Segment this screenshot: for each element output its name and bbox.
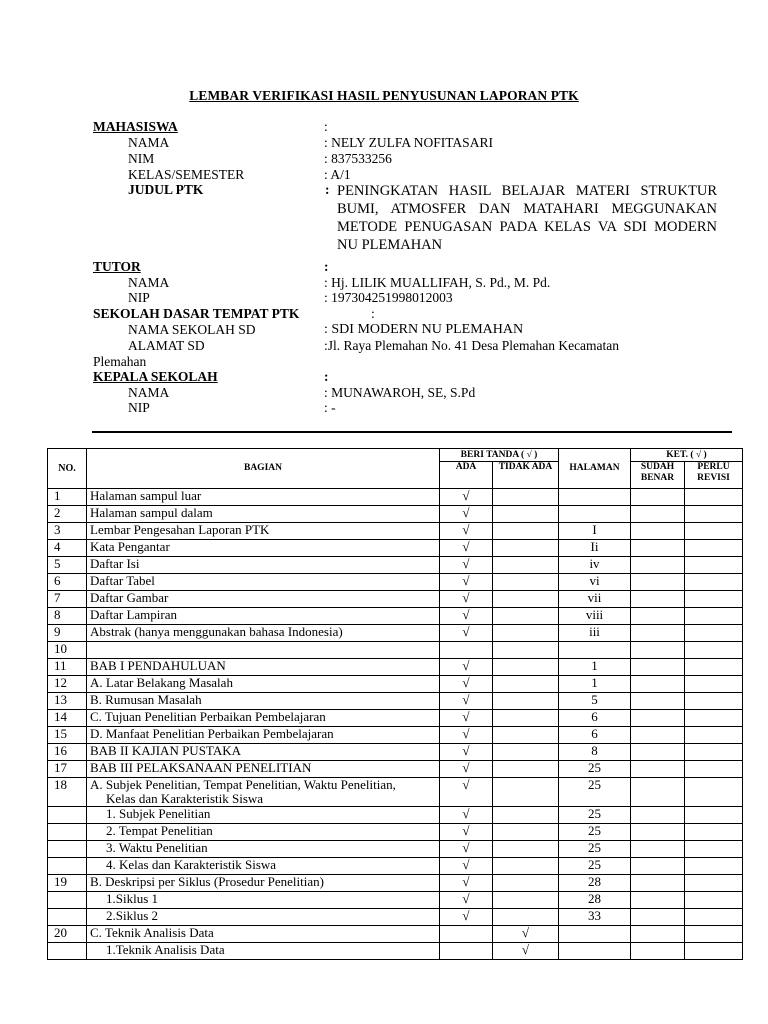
row-tidak-ada-check xyxy=(493,557,559,574)
row-sudah-benar xyxy=(631,744,685,761)
row-tidak-ada-check xyxy=(493,744,559,761)
table-row xyxy=(48,807,743,824)
row-tidak-ada-check xyxy=(493,841,559,858)
row-bagian-text: 1. Subjek Penelitian xyxy=(106,806,211,821)
header-ada: ADA xyxy=(440,462,493,489)
row-no: 5 xyxy=(48,557,87,574)
row-sudah-benar xyxy=(631,943,685,960)
row-sudah-benar xyxy=(631,710,685,727)
row-sudah-benar xyxy=(631,608,685,625)
table-row xyxy=(48,824,743,841)
row-halaman xyxy=(559,506,631,523)
row-no: 1 xyxy=(48,489,87,506)
row-no xyxy=(48,807,87,824)
row-bagian xyxy=(87,892,440,909)
row-halaman: 1 xyxy=(559,659,631,676)
row-tidak-ada-check xyxy=(493,608,559,625)
header-perlu-revisi: PERLU REVISI xyxy=(685,462,743,489)
row-sudah-benar xyxy=(631,625,685,642)
row-bagian xyxy=(87,778,440,807)
row-perlu-revisi xyxy=(685,824,743,841)
header-sudah-benar: SUDAH BENAR xyxy=(631,462,685,489)
kepala-nama-label: NAMA xyxy=(128,385,170,400)
row-ada-check: √ xyxy=(440,608,493,625)
row-bagian xyxy=(87,625,440,642)
row-bagian xyxy=(87,574,440,591)
table-row xyxy=(48,608,743,625)
row-no xyxy=(48,909,87,926)
table-row xyxy=(48,574,743,591)
row-perlu-revisi xyxy=(685,727,743,744)
row-bagian-text: BAB III PELAKSANAAN PENELITIAN xyxy=(90,760,312,775)
row-bagian-text: BAB II KAJIAN PUSTAKA xyxy=(90,743,241,758)
row-tidak-ada-check xyxy=(493,676,559,693)
row-sudah-benar xyxy=(631,574,685,591)
tutor-heading: TUTOR xyxy=(93,259,141,274)
row-halaman: iii xyxy=(559,625,631,642)
row-no: 11 xyxy=(48,659,87,676)
row-ada-check: √ xyxy=(440,489,493,506)
mahasiswa-nim-value: : 837533256 xyxy=(324,151,392,166)
row-sudah-benar xyxy=(631,557,685,574)
kepala-nama-value: : MUNAWAROH, SE, S.Pd xyxy=(324,385,476,400)
row-perlu-revisi xyxy=(685,926,743,943)
row-ada-check: √ xyxy=(440,574,493,591)
table-row xyxy=(48,642,743,659)
row-bagian xyxy=(87,523,440,540)
row-no xyxy=(48,943,87,960)
row-tidak-ada-check xyxy=(493,506,559,523)
row-no: 20 xyxy=(48,926,87,943)
row-bagian-text: Kata Pengantar xyxy=(90,539,170,554)
row-perlu-revisi xyxy=(685,506,743,523)
row-bagian-text: D. Manfaat Penelitian Perbaikan Pembelajaran xyxy=(90,726,334,741)
row-sudah-benar xyxy=(631,540,685,557)
sekolah-alamat-continuation: Plemahan xyxy=(93,354,147,369)
row-ada-check: √ xyxy=(440,693,493,710)
row-sudah-benar xyxy=(631,761,685,778)
row-bagian-text: Daftar Lampiran xyxy=(90,607,177,622)
row-halaman: 25 xyxy=(559,858,631,875)
row-bagian-text: 1.Teknik Analisis Data xyxy=(106,942,225,957)
row-tidak-ada-check xyxy=(493,710,559,727)
table-row xyxy=(48,557,743,574)
row-sudah-benar xyxy=(631,875,685,892)
mahasiswa-heading: MAHASISWA xyxy=(93,119,178,134)
mahasiswa-nim-label: NIM xyxy=(128,151,155,166)
row-tidak-ada-check xyxy=(493,625,559,642)
table-row xyxy=(48,778,743,807)
kepala-nip-label: NIP xyxy=(128,400,150,415)
row-halaman: 33 xyxy=(559,909,631,926)
sekolah-alamat-value: :Jl. Raya Plemahan No. 41 Desa Plemahan Kecamatan xyxy=(324,338,620,353)
row-halaman: 25 xyxy=(559,807,631,824)
row-bagian-text: Daftar Isi xyxy=(90,556,140,571)
row-no: 3 xyxy=(48,523,87,540)
row-halaman xyxy=(559,926,631,943)
table-row xyxy=(48,761,743,778)
row-bagian xyxy=(87,659,440,676)
row-ada-check: √ xyxy=(440,892,493,909)
row-ada-check: √ xyxy=(440,523,493,540)
kepala-colon: : xyxy=(324,369,329,384)
tutor-nama-label: NAMA xyxy=(128,275,170,290)
table-row xyxy=(48,625,743,642)
row-tidak-ada-check xyxy=(493,727,559,744)
row-ada-check: √ xyxy=(440,676,493,693)
row-perlu-revisi xyxy=(685,659,743,676)
table-row xyxy=(48,676,743,693)
row-perlu-revisi xyxy=(685,591,743,608)
row-perlu-revisi xyxy=(685,761,743,778)
row-halaman: iv xyxy=(559,557,631,574)
row-bagian xyxy=(87,926,440,943)
row-ada-check: √ xyxy=(440,540,493,557)
row-ada-check: √ xyxy=(440,858,493,875)
row-tidak-ada-check xyxy=(493,858,559,875)
row-bagian-text: Abstrak (hanya menggunakan bahasa Indonesia) xyxy=(90,624,343,639)
row-perlu-revisi xyxy=(685,807,743,824)
sekolah-alamat-label: ALAMAT SD xyxy=(128,338,205,353)
row-ada-check xyxy=(440,943,493,960)
row-no: 4 xyxy=(48,540,87,557)
row-halaman: 5 xyxy=(559,693,631,710)
header-tidak-ada: TIDAK ADA xyxy=(493,462,559,489)
row-no xyxy=(48,824,87,841)
row-ada-check: √ xyxy=(440,727,493,744)
judul-label: JUDUL PTK xyxy=(128,182,204,197)
document-title: LEMBAR VERIFIKASI HASIL PENYUSUNAN LAPORAN PTK xyxy=(189,88,579,103)
row-bagian-text: 2.Siklus 2 xyxy=(106,908,159,923)
table-row xyxy=(48,506,743,523)
row-no: 14 xyxy=(48,710,87,727)
table-row xyxy=(48,892,743,909)
table-row xyxy=(48,540,743,557)
row-sudah-benar xyxy=(631,693,685,710)
judul-colon: : xyxy=(325,182,330,197)
row-tidak-ada-check xyxy=(493,659,559,676)
row-halaman: 28 xyxy=(559,875,631,892)
row-no: 17 xyxy=(48,761,87,778)
row-ada-check xyxy=(440,926,493,943)
row-halaman: 25 xyxy=(559,778,631,807)
row-perlu-revisi xyxy=(685,778,743,807)
sekolah-nama-value: : SDI MODERN NU PLEMAHAN xyxy=(324,322,524,337)
row-halaman xyxy=(559,489,631,506)
row-halaman: 25 xyxy=(559,841,631,858)
table-row xyxy=(48,693,743,710)
row-bagian xyxy=(87,540,440,557)
table-row xyxy=(48,909,743,926)
row-perlu-revisi xyxy=(685,693,743,710)
row-bagian-text: BAB I PENDAHULUAN xyxy=(90,658,226,673)
row-perlu-revisi xyxy=(685,642,743,659)
row-ada-check: √ xyxy=(440,824,493,841)
row-tidak-ada-check xyxy=(493,642,559,659)
row-tidak-ada-check xyxy=(493,909,559,926)
row-ada-check: √ xyxy=(440,875,493,892)
row-sudah-benar xyxy=(631,489,685,506)
row-bagian-text: Halaman sampul luar xyxy=(90,488,202,503)
row-perlu-revisi xyxy=(685,875,743,892)
header-ket: KET. ( √ ) xyxy=(631,449,743,462)
row-tidak-ada-check xyxy=(493,807,559,824)
row-no: 16 xyxy=(48,744,87,761)
row-tidak-ada-check xyxy=(493,591,559,608)
row-perlu-revisi xyxy=(685,676,743,693)
mahasiswa-nama-value: : NELY ZULFA NOFITASARI xyxy=(324,135,493,150)
sekolah-colon: : xyxy=(371,306,375,321)
table-row xyxy=(48,841,743,858)
row-ada-check: √ xyxy=(440,807,493,824)
row-ada-check xyxy=(440,642,493,659)
row-bagian xyxy=(87,841,440,858)
table-row xyxy=(48,659,743,676)
sekolah-heading: SEKOLAH DASAR TEMPAT PTK xyxy=(93,306,300,321)
row-bagian-text: Daftar Gambar xyxy=(90,590,169,605)
row-bagian-text: A. Subjek Penelitian, Tempat Penelitian, Waktu Penelitian, xyxy=(90,777,396,792)
row-bagian-text: B. Rumusan Masalah xyxy=(90,692,202,707)
row-no: 15 xyxy=(48,727,87,744)
judul-text: PENINGKATAN HASIL BELAJAR MATERI STRUKTUR BUMI, ATMOSFER DAN MATAHARI MEGGUNAKAN METODE PENUGASAN PADA KELAS VA SDI MODERN NU PLEMAHAN xyxy=(337,183,717,253)
row-no: 6 xyxy=(48,574,87,591)
row-bagian-text: B. Deskripsi per Siklus (Prosedur Penelitian) xyxy=(90,874,324,889)
row-no xyxy=(48,858,87,875)
row-bagian-text: Daftar Tabel xyxy=(90,573,155,588)
row-bagian-text: 2. Tempat Penelitian xyxy=(106,823,213,838)
row-no: 7 xyxy=(48,591,87,608)
row-bagian-text: 4. Kelas dan Karakteristik Siswa xyxy=(106,857,277,872)
row-ada-check: √ xyxy=(440,841,493,858)
row-bagian xyxy=(87,591,440,608)
table-row xyxy=(48,744,743,761)
row-perlu-revisi xyxy=(685,943,743,960)
row-no: 19 xyxy=(48,875,87,892)
row-halaman: 6 xyxy=(559,710,631,727)
row-perlu-revisi xyxy=(685,540,743,557)
row-perlu-revisi xyxy=(685,557,743,574)
row-bagian-text: C. Tujuan Penelitian Perbaikan Pembelajaran xyxy=(90,709,326,724)
row-bagian xyxy=(87,710,440,727)
sekolah-nama-label: NAMA SEKOLAH SD xyxy=(128,322,256,337)
row-sudah-benar xyxy=(631,807,685,824)
row-bagian xyxy=(87,506,440,523)
row-bagian-text: A. Latar Belakang Masalah xyxy=(90,675,233,690)
mahasiswa-kelas-value: : A/1 xyxy=(324,167,351,182)
header-no: NO. xyxy=(48,449,87,489)
row-bagian xyxy=(87,489,440,506)
tutor-colon: : xyxy=(324,259,329,274)
row-halaman: Ii xyxy=(559,540,631,557)
row-perlu-revisi xyxy=(685,841,743,858)
row-halaman: 1 xyxy=(559,676,631,693)
row-no: 9 xyxy=(48,625,87,642)
row-bagian xyxy=(87,744,440,761)
verification-table xyxy=(47,448,743,960)
row-bagian-text-cont: Kelas dan Karakteristik Siswa xyxy=(106,791,264,806)
table-row xyxy=(48,858,743,875)
row-sudah-benar xyxy=(631,659,685,676)
row-perlu-revisi xyxy=(685,909,743,926)
row-sudah-benar xyxy=(631,892,685,909)
row-sudah-benar xyxy=(631,824,685,841)
table-row xyxy=(48,523,743,540)
table-row xyxy=(48,727,743,744)
row-ada-check: √ xyxy=(440,506,493,523)
row-no: 13 xyxy=(48,693,87,710)
row-halaman: I xyxy=(559,523,631,540)
row-halaman: 25 xyxy=(559,824,631,841)
row-tidak-ada-check xyxy=(493,523,559,540)
separator-rule xyxy=(92,431,732,433)
tutor-nama-value: : Hj. LILIK MUALLIFAH, S. Pd., M. Pd. xyxy=(324,275,551,290)
row-bagian xyxy=(87,761,440,778)
row-halaman: 25 xyxy=(559,761,631,778)
row-tidak-ada-check: √ xyxy=(493,943,559,960)
row-halaman: 8 xyxy=(559,744,631,761)
row-bagian xyxy=(87,875,440,892)
row-bagian xyxy=(87,642,440,659)
row-tidak-ada-check xyxy=(493,761,559,778)
row-bagian xyxy=(87,909,440,926)
row-halaman: 6 xyxy=(559,727,631,744)
row-ada-check: √ xyxy=(440,909,493,926)
row-bagian-text: 1.Siklus 1 xyxy=(106,891,159,906)
row-bagian-text: Halaman sampul dalam xyxy=(90,505,213,520)
tutor-nip-label: NIP xyxy=(128,290,150,305)
row-sudah-benar xyxy=(631,841,685,858)
row-halaman: vii xyxy=(559,591,631,608)
row-no: 10 xyxy=(48,642,87,659)
row-tidak-ada-check xyxy=(493,574,559,591)
row-tidak-ada-check xyxy=(493,875,559,892)
row-bagian xyxy=(87,693,440,710)
tutor-nip-value: : 197304251998012003 xyxy=(324,290,453,305)
row-tidak-ada-check xyxy=(493,489,559,506)
row-bagian-text: 3. Waktu Penelitian xyxy=(106,840,208,855)
row-bagian xyxy=(87,676,440,693)
row-bagian xyxy=(87,824,440,841)
header-halaman: HALAMAN xyxy=(559,449,631,489)
row-perlu-revisi xyxy=(685,523,743,540)
row-ada-check: √ xyxy=(440,744,493,761)
row-no: 2 xyxy=(48,506,87,523)
row-sudah-benar xyxy=(631,926,685,943)
row-perlu-revisi xyxy=(685,710,743,727)
row-ada-check: √ xyxy=(440,557,493,574)
row-tidak-ada-check xyxy=(493,824,559,841)
row-sudah-benar xyxy=(631,591,685,608)
row-perlu-revisi xyxy=(685,625,743,642)
mahasiswa-nama-label: NAMA xyxy=(128,135,170,150)
row-no xyxy=(48,892,87,909)
row-bagian xyxy=(87,557,440,574)
row-halaman: vi xyxy=(559,574,631,591)
row-perlu-revisi xyxy=(685,858,743,875)
row-tidak-ada-check xyxy=(493,892,559,909)
row-sudah-benar xyxy=(631,858,685,875)
row-sudah-benar xyxy=(631,909,685,926)
row-perlu-revisi xyxy=(685,892,743,909)
row-bagian xyxy=(87,608,440,625)
row-perlu-revisi xyxy=(685,574,743,591)
row-tidak-ada-check xyxy=(493,778,559,807)
table-row xyxy=(48,591,743,608)
row-bagian xyxy=(87,807,440,824)
row-no: 12 xyxy=(48,676,87,693)
row-ada-check: √ xyxy=(440,710,493,727)
row-halaman: 28 xyxy=(559,892,631,909)
row-sudah-benar xyxy=(631,727,685,744)
row-ada-check: √ xyxy=(440,659,493,676)
row-bagian-text: Lembar Pengesahan Laporan PTK xyxy=(90,522,270,537)
row-no: 18 xyxy=(48,778,87,807)
row-halaman: viii xyxy=(559,608,631,625)
row-halaman xyxy=(559,943,631,960)
row-bagian xyxy=(87,943,440,960)
row-ada-check: √ xyxy=(440,761,493,778)
row-ada-check: √ xyxy=(440,778,493,807)
kepala-heading: KEPALA SEKOLAH xyxy=(93,369,218,384)
row-sudah-benar xyxy=(631,778,685,807)
header-bagian: BAGIAN xyxy=(87,449,440,489)
row-sudah-benar xyxy=(631,642,685,659)
row-tidak-ada-check: √ xyxy=(493,926,559,943)
row-sudah-benar xyxy=(631,676,685,693)
row-perlu-revisi xyxy=(685,744,743,761)
row-bagian xyxy=(87,727,440,744)
table-row xyxy=(48,710,743,727)
kepala-nip-value: : - xyxy=(324,400,336,415)
table-row xyxy=(48,875,743,892)
row-sudah-benar xyxy=(631,506,685,523)
row-sudah-benar xyxy=(631,523,685,540)
mahasiswa-colon: : xyxy=(324,119,328,134)
mahasiswa-kelas-label: KELAS/SEMESTER xyxy=(128,167,245,182)
row-tidak-ada-check xyxy=(493,540,559,557)
row-perlu-revisi xyxy=(685,489,743,506)
row-no xyxy=(48,841,87,858)
row-ada-check: √ xyxy=(440,591,493,608)
row-no: 8 xyxy=(48,608,87,625)
row-ada-check: √ xyxy=(440,625,493,642)
table-row xyxy=(48,926,743,943)
row-perlu-revisi xyxy=(685,608,743,625)
header-beri-tanda: BERI TANDA ( √ ) xyxy=(440,449,559,462)
table-row xyxy=(48,943,743,960)
row-halaman xyxy=(559,642,631,659)
row-bagian-text: C. Teknik Analisis Data xyxy=(90,925,214,940)
row-tidak-ada-check xyxy=(493,693,559,710)
row-bagian xyxy=(87,858,440,875)
table-row xyxy=(48,489,743,506)
